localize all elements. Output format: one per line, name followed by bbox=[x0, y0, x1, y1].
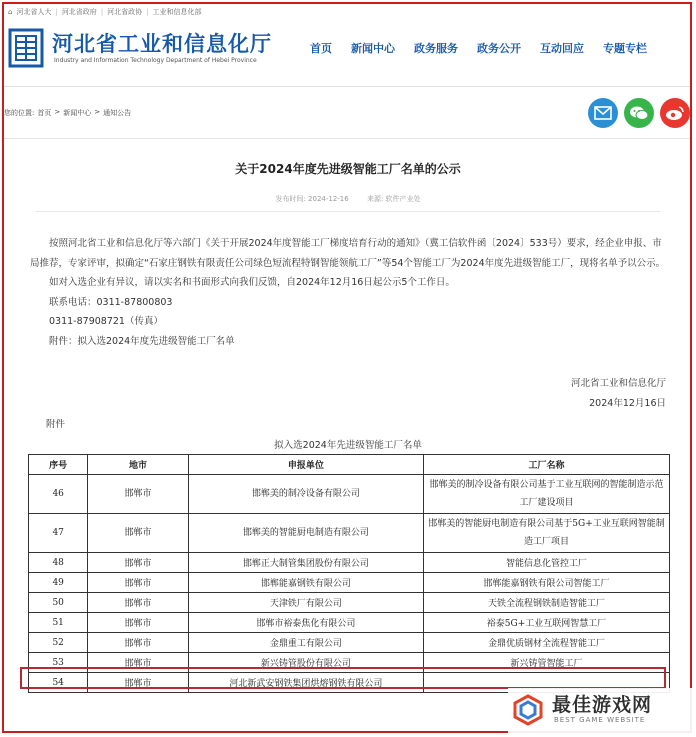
main-nav bbox=[310, 40, 666, 56]
row-unit: 新兴铸管股份有限公司 bbox=[188, 653, 423, 673]
row-city: 邯郸市 bbox=[88, 653, 188, 673]
row-number: 52 bbox=[29, 633, 88, 653]
sign-organization: 河北省工业和信息化厅 bbox=[570, 378, 666, 389]
row-city: 邯郸市 bbox=[88, 593, 188, 613]
body-paragraph: 如对入选企业有异议，请以实名和书面形式向我们反馈，自2024年12月16日起公示5个工作日。 bbox=[49, 277, 455, 288]
table-row bbox=[29, 573, 670, 593]
row-unit: 邯郸能嘉钢铁有限公司 bbox=[188, 573, 423, 593]
watermark-name: 最佳游戏网 bbox=[552, 694, 653, 716]
row-factory: 新兴铸管智能工厂 bbox=[424, 653, 670, 673]
article-source: 来源: 软件产业处 bbox=[366, 195, 421, 203]
department-emblem-icon[interactable] bbox=[8, 28, 44, 68]
publish-time: 发布时间: 2024-12-16 bbox=[275, 195, 349, 203]
article-title: 关于2024年度先进级智能工厂名单的公示 bbox=[235, 162, 461, 176]
wechat-share-button[interactable] bbox=[624, 98, 654, 128]
row-number: 51 bbox=[29, 613, 88, 633]
nav-item-open-gov[interactable]: 政务公开 bbox=[477, 42, 521, 55]
article-divider bbox=[36, 211, 660, 212]
row-number: 49 bbox=[29, 573, 88, 593]
mail-icon bbox=[594, 106, 612, 120]
factory-list-table bbox=[28, 454, 670, 693]
table-row bbox=[29, 475, 670, 514]
row-unit: 邯郸正大制管集团股份有限公司 bbox=[188, 553, 423, 573]
row-unit: 天津铁厂有限公司 bbox=[188, 593, 423, 613]
row-factory: 邯郸美的制冷设备有限公司基于工业互联网的智能制造示范工厂建设项目 bbox=[424, 475, 670, 514]
site-subtitle: Industry and Information Technology Department of Hebei Province bbox=[54, 57, 257, 64]
table-row bbox=[29, 553, 670, 573]
row-city: 邯郸市 bbox=[88, 613, 188, 633]
weibo-icon bbox=[665, 105, 685, 121]
article-body bbox=[30, 234, 670, 351]
contact-fax: 0311-87908721（传真） bbox=[49, 316, 163, 327]
breadcrumb-news[interactable]: 新闻中心 bbox=[63, 109, 92, 117]
nav-item-services[interactable]: 政务服务 bbox=[414, 42, 458, 55]
row-unit: 邯郸美的智能厨电制造有限公司 bbox=[188, 514, 423, 553]
attachment-line[interactable]: 附件：拟入选2024年度先进级智能工厂名单 bbox=[49, 335, 235, 347]
row-unit: 邯郸美的制冷设备有限公司 bbox=[188, 475, 423, 514]
top-link[interactable]: 河北省政协 bbox=[107, 8, 143, 16]
watermark-subtitle: BEST GAME WEBSITE bbox=[554, 716, 646, 724]
column-header: 地市 bbox=[88, 455, 188, 475]
breadcrumb-notices[interactable]: 通知公告 bbox=[103, 109, 132, 117]
top-link[interactable]: 河北省政府 bbox=[61, 8, 97, 16]
breadcrumb-sep: > bbox=[54, 108, 61, 116]
watermark-logo-icon bbox=[512, 694, 544, 726]
breadcrumb-home[interactable]: 首页 bbox=[37, 109, 52, 117]
row-factory: 智能信息化管控工厂 bbox=[424, 553, 670, 573]
table-row bbox=[29, 613, 670, 633]
site-header bbox=[4, 18, 690, 87]
breadcrumb bbox=[4, 108, 131, 118]
nav-item-topics[interactable]: 专题专栏 bbox=[603, 42, 647, 55]
breadcrumb-label: 您的位置: bbox=[4, 109, 35, 117]
table-row bbox=[29, 593, 670, 613]
contact-phone: 联系电话：0311-87800803 bbox=[49, 296, 173, 308]
column-header: 申报单位 bbox=[188, 455, 423, 475]
row-number: 48 bbox=[29, 553, 88, 573]
row-factory: 邯郸能嘉钢铁有限公司智能工厂 bbox=[424, 573, 670, 593]
row-number: 54 bbox=[29, 673, 88, 693]
row-city: 邯郸市 bbox=[88, 573, 188, 593]
attachment-label: 附件 bbox=[46, 419, 66, 430]
home-small-icon: ⌂ bbox=[8, 8, 13, 16]
row-number: 46 bbox=[29, 475, 88, 514]
mail-share-button[interactable] bbox=[588, 98, 618, 128]
row-city: 邯郸市 bbox=[88, 514, 188, 553]
table-row bbox=[29, 633, 670, 653]
row-number: 50 bbox=[29, 593, 88, 613]
row-unit: 金鼎重工有限公司 bbox=[188, 633, 423, 653]
sign-date: 2024年12月16日 bbox=[589, 398, 666, 409]
table-row bbox=[29, 514, 670, 553]
top-links-bar: ⌂ 河北省人大 | 河北省政府 | 河北省政协 | 工业和信息化部 bbox=[8, 8, 202, 16]
row-city: 邯郸市 bbox=[88, 475, 188, 514]
nav-item-news[interactable]: 新闻中心 bbox=[351, 42, 395, 55]
row-city: 邯郸市 bbox=[88, 633, 188, 653]
column-header: 序号 bbox=[29, 455, 88, 475]
top-link[interactable]: 工业和信息化部 bbox=[152, 8, 202, 16]
row-city: 邯郸市 bbox=[88, 553, 188, 573]
row-unit: 河北新武安钢铁集团烘熔钢铁有限公司 bbox=[188, 673, 423, 693]
row-factory: 天铁全流程钢铁制造智能工厂 bbox=[424, 593, 670, 613]
site-title[interactable]: 河北省工业和信息化厅 bbox=[52, 32, 272, 56]
row-number: 53 bbox=[29, 653, 88, 673]
breadcrumb-sep: > bbox=[94, 108, 101, 116]
watermark bbox=[508, 688, 694, 734]
row-factory: 裕泰5G+工业互联网智慧工厂 bbox=[424, 613, 670, 633]
body-paragraph: 按照河北省工业和信息化厅等六部门《关于开展2024年度智能工厂梯度培育行动的通知》（冀工信软件函〔2024〕533号）要求，经企业申报、市局推荐，专家评审，拟确定“石家庄钢铁有限责任公司绿色短流程特钢智能领航工厂”等54个智能工厂为2024年度先进级智能工厂，现将名单予以公示。 bbox=[30, 238, 666, 269]
table-header-row bbox=[29, 455, 670, 475]
header-divider bbox=[4, 138, 690, 139]
nav-item-interaction[interactable]: 互动回应 bbox=[540, 42, 584, 55]
row-unit: 邯郸市裕泰焦化有限公司 bbox=[188, 613, 423, 633]
weibo-share-button[interactable] bbox=[660, 98, 690, 128]
row-highlight-box bbox=[20, 667, 666, 689]
wechat-icon bbox=[629, 105, 649, 121]
row-factory: 邯郸美的智能厨电制造有限公司基于5G+工业互联网智能制造工厂项目 bbox=[424, 514, 670, 553]
row-city: 邯郸市 bbox=[88, 673, 188, 693]
row-number: 47 bbox=[29, 514, 88, 553]
table-caption: 拟入选2024年先进级智能工厂名单 bbox=[274, 440, 422, 451]
row-factory: 金鼎优质钢材全流程智能工厂 bbox=[424, 633, 670, 653]
article-meta bbox=[0, 194, 696, 204]
nav-item-home[interactable]: 首页 bbox=[310, 42, 332, 55]
top-link[interactable]: 河北省人大 bbox=[16, 8, 52, 16]
column-header: 工厂名称 bbox=[424, 455, 670, 475]
